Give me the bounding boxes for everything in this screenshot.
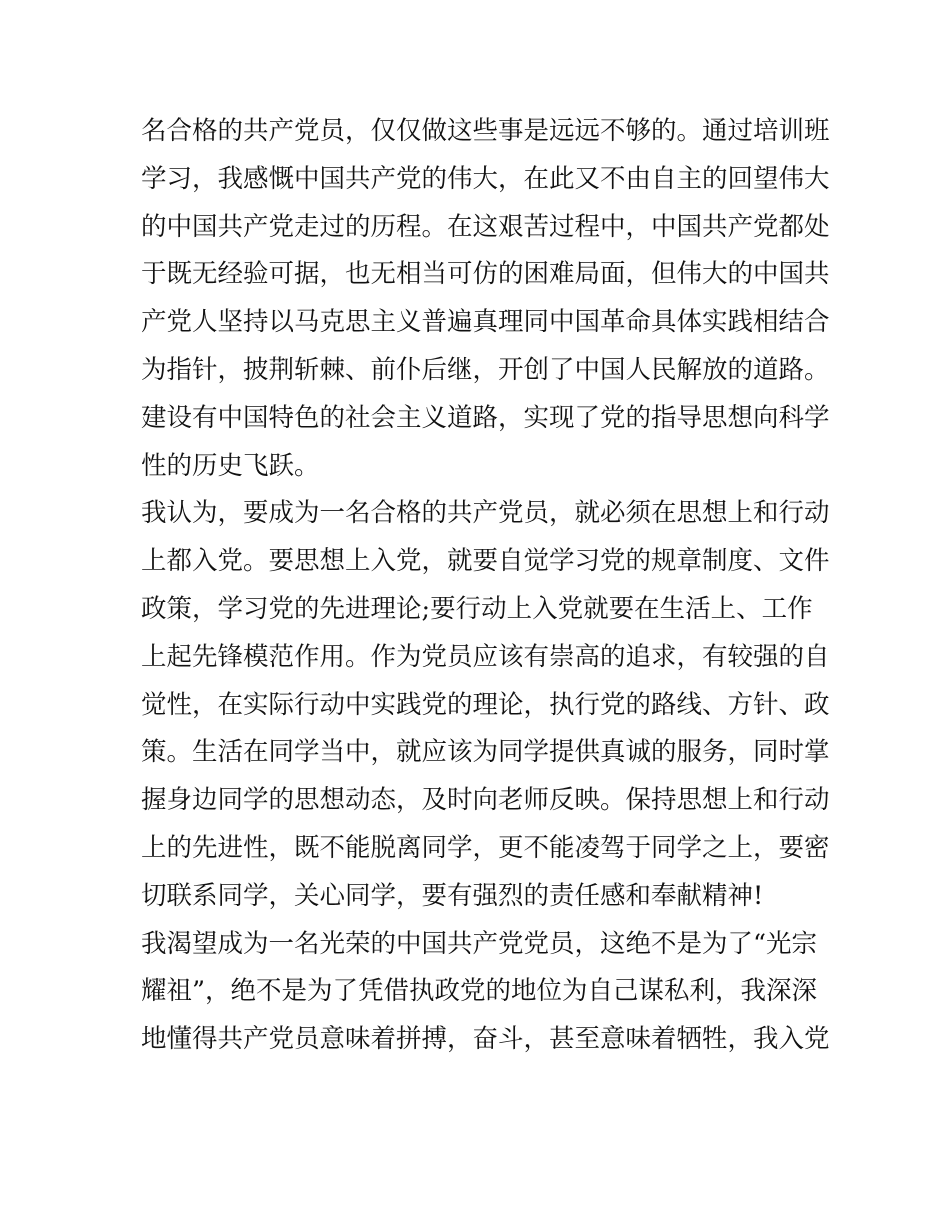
text-line: 上的先进性，既不能脱离同学，更不能凌驾于同学之上，要密 (141, 832, 830, 863)
text-line: 策。生活在同学当中，就应该为同学提供真诚的服务，同时掌 (141, 737, 830, 768)
text-line: 学习，我感慨中国共产党的伟大，在此又不由自主的回望伟大 (141, 163, 830, 194)
text-line: 我认为，要成为一名合格的共产党员，就必须在思想上和行动 (141, 498, 830, 529)
text-line: 的中国共产党走过的历程。在这艰苦过程中，中国共产党都处 (141, 211, 830, 242)
text-line: 政策，学习党的先进理论;要行动上入党就要在生活上、工作 (141, 593, 813, 624)
text-line: 觉性，在实际行动中实践党的理论，执行党的路线、方针、政 (141, 689, 830, 720)
text-line: 名合格的共产党员，仅仅做这些事是远远不够的。通过培训班 (141, 116, 830, 146)
text-line: 产党人坚持以马克思主义普遍真理同中国革命具体实践相结合 (141, 307, 830, 338)
text-line: 耀祖”，绝不是为了凭借执政党的地位为自己谋私利，我深深 (141, 976, 818, 1007)
text-line: 为指针，披荆斩棘、前仆后继，开创了中国人民解放的道路。 (141, 354, 830, 385)
text-line: 于既无经验可据，也无相当可仿的困难局面，但伟大的中国共 (141, 259, 830, 290)
text-line: 切联系同学，关心同学，要有强烈的责任感和奉献精神! (141, 880, 764, 911)
text-line: 地懂得共产党员意味着拼搏，奋斗，甚至意味着牺牲，我入党 (141, 1024, 830, 1055)
text-line: 性的历史飞跃。 (141, 450, 320, 481)
text-line: 建设有中国特色的社会主义道路，实现了党的指导思想向科学 (141, 402, 830, 433)
document-body-text (141, 108, 830, 1064)
text-line: 上起先锋模范作用。作为党员应该有崇高的追求，有较强的自 (141, 641, 830, 672)
text-line: 上都入党。要思想上入党，就要自觉学习党的规章制度、文件 (141, 546, 830, 577)
text-line: 我渴望成为一名光荣的中国共产党党员，这绝不是为了“光宗 (141, 928, 818, 959)
text-line: 握身边同学的思想动态，及时向老师反映。保持思想上和行动 (141, 785, 830, 816)
